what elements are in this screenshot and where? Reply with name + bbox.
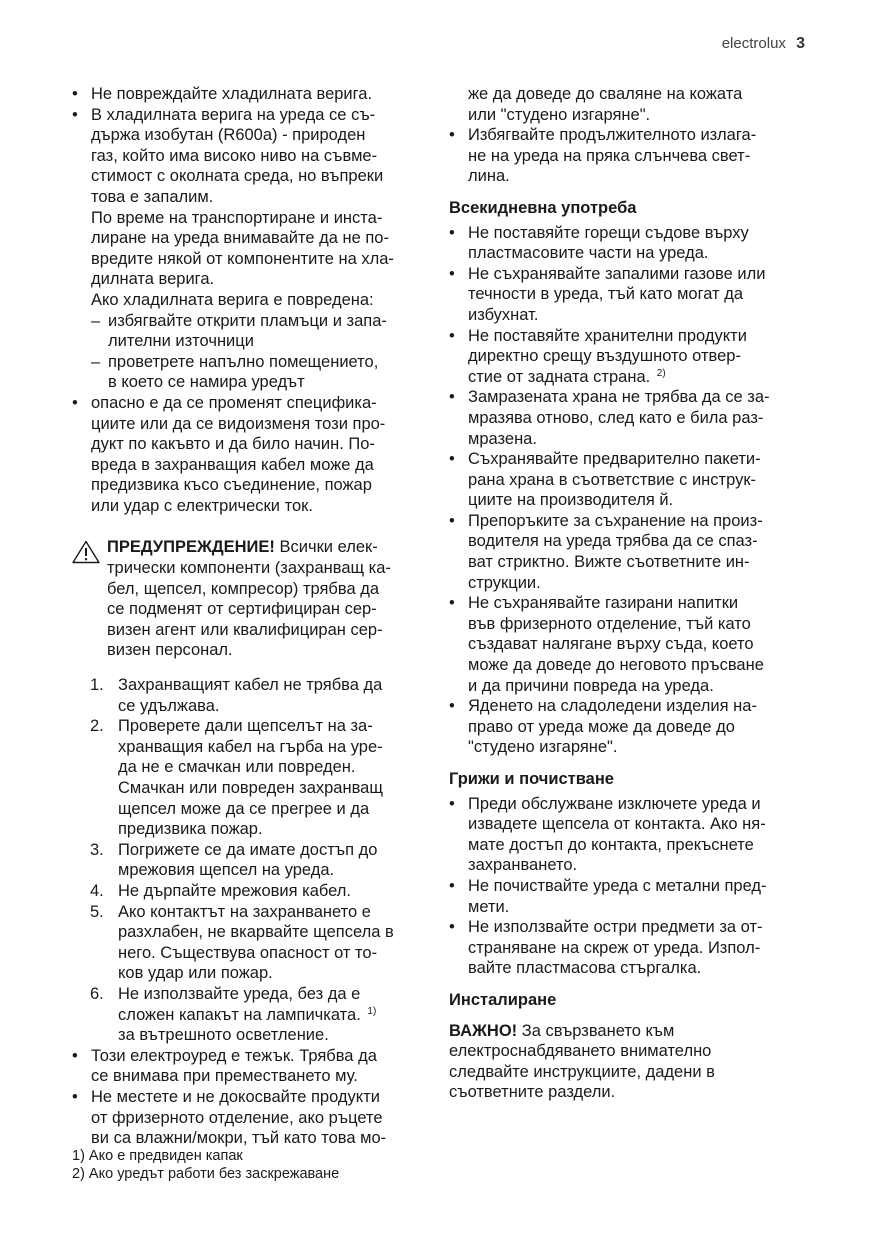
- list-item: [449, 223, 809, 264]
- dash: –: [91, 311, 101, 330]
- section-heading: Инсталиране: [449, 990, 557, 1009]
- footnotes: [72, 1147, 339, 1183]
- item-text: Не поставяйте горещи съдове върху пластмасовите части на уреда.: [468, 223, 749, 263]
- sub-list-item: [91, 352, 428, 393]
- list-item: [449, 264, 809, 326]
- page-number: 3: [796, 35, 805, 52]
- bullet: •: [72, 105, 78, 124]
- list-item: [449, 125, 809, 187]
- section-heading: Грижи и почистване: [449, 770, 614, 788]
- bullet: •: [72, 1087, 78, 1106]
- warning-body: Всички елек- трически компоненти (захранващ ка- бел, щепсел, компресор) трябва да се подменят от сертифициран сер- визен агент или квалифициран сер- визен персонал.: [107, 538, 391, 660]
- bullet: •: [449, 697, 455, 716]
- list-item: [72, 105, 428, 208]
- bullet: •: [72, 1046, 78, 1065]
- bullet: •: [72, 393, 78, 412]
- section-heading: Всекидневна употреба: [449, 198, 637, 217]
- list-item: [449, 593, 809, 696]
- item-text: Замразената храна не трябва да се за- мразява отново, след като е била раз- мразена.: [468, 388, 770, 448]
- bullet: •: [449, 223, 455, 242]
- item-text: Не местете и не докосвайте продукти от фризерното отделение, ако ръцете ви са влажни/мокри, тъй като това мо-: [91, 1087, 387, 1148]
- number: 3.: [90, 840, 104, 859]
- list-item: [449, 696, 809, 758]
- number: 1.: [90, 676, 104, 695]
- item-text: Ако контактът на захранването е разхлабен, не вкарвайте щепсела в него. Съществува опасност от то- ков удар или пожар.: [118, 902, 394, 983]
- list-item: [449, 511, 809, 593]
- bullet: •: [449, 388, 455, 407]
- item-text: Не съхранявайте газирани напитки във фризерното отделение, тъй като създават налягане върху съда, което може да доведе до неговото пръсване и да причини повреда на уреда.: [468, 594, 764, 695]
- item-text: Не съхранявайте запалими газове или течности в уреда, тъй като могат да избухнат.: [468, 264, 766, 324]
- item-text-part: за вътрешното осветление.: [118, 1026, 329, 1045]
- numbered-item: [90, 716, 428, 840]
- item-text: Не дърпайте мрежовия кабел.: [118, 881, 351, 900]
- warning-text: [107, 537, 428, 661]
- item-text: Избягвайте продължителното излага- не на уреда на пряка слънчева свет- лина.: [468, 126, 757, 186]
- list-item: [72, 84, 428, 105]
- bullet: •: [449, 594, 455, 613]
- bullet: •: [449, 326, 455, 345]
- right-column: [449, 84, 809, 1103]
- item-text: Не почиствайте уреда с метални пред- мети.: [468, 876, 767, 916]
- item-text: В хладилната верига на уреда се съ- държа изобутан (R600a) - природен газ, който има високо ниво на съвме- стимост с околната среда, но въпреки това е запалим.: [91, 105, 384, 206]
- warning-label: ПРЕДУПРЕЖДЕНИЕ!: [107, 538, 275, 557]
- item-text: Препоръките за съхранение на произ- водителя на уреда трябва да се спаз- ват стриктно. Вижте съответните ин- струкции.: [468, 511, 763, 592]
- bullet: •: [72, 85, 78, 103]
- warning-triangle-icon: [72, 537, 107, 661]
- numbered-item: [90, 984, 428, 1046]
- item-text: опасно е да се променят специфика- циите или да се видоизменя този про- дукт по какъвто и да било начин. По- вреда в захранващия кабел може да предизвика късо съединение, пожар или удар с електрически ток.: [91, 393, 386, 515]
- footnote-2: 2) Ако уредът работи без заскрежаване: [72, 1166, 340, 1182]
- warning-block: [72, 537, 428, 661]
- numbered-item: [90, 881, 428, 902]
- item-text-part: Не използвайте уреда, без да е сложен капакът на лампичката.: [118, 984, 361, 1024]
- paragraph: По време на транспортиране и инста- лиране на уреда внимавайте да не по- вредите някой от компонентите на хла- дилната верига.: [91, 208, 394, 289]
- list-item: [449, 876, 809, 917]
- numbered-item: [90, 675, 428, 716]
- item-text: Погрижете се да имате достъп до мрежовия щепсел на уреда.: [118, 840, 378, 880]
- left-column: [72, 84, 428, 1149]
- item-text-part: Не поставяйте хранителни продукти директно срещу въздушното отвер- стие от задната страна.: [468, 326, 747, 386]
- item-text: [468, 326, 809, 388]
- bullet: •: [449, 876, 455, 895]
- important-label: ВАЖНО!: [449, 1021, 518, 1040]
- important-text: За свързването към електроснабдяването внимателно следвайте инструкциите, дадени в съответните раздели.: [449, 1021, 715, 1102]
- numbered-item: [90, 840, 428, 881]
- footnote-ref: 1): [367, 1005, 377, 1017]
- list-item: [449, 917, 809, 979]
- bullet: •: [449, 450, 455, 469]
- continued-text: же да доведе до сваляне на кожата или "студено изгаряне".: [468, 85, 743, 124]
- important-note: [449, 1021, 809, 1103]
- bullet: •: [449, 794, 455, 813]
- list-item: [72, 1087, 428, 1149]
- item-text: Не използвайте остри предмети за от- страняване на скреж от уреда. Изпол- вайте пластмасова стъргалка.: [468, 918, 763, 978]
- dash: –: [91, 352, 101, 371]
- number: 2.: [90, 717, 104, 736]
- item-text: избягвайте открити пламъци и запа- лителни източници: [108, 311, 387, 351]
- footnote-ref: 2): [656, 367, 666, 379]
- bullet: •: [449, 126, 455, 145]
- list-item: [449, 387, 809, 449]
- bullet: •: [449, 264, 455, 283]
- item-text: Не повреждайте хладилната верига.: [91, 85, 373, 103]
- paragraph: Ако хладилната верига е повредена:: [91, 290, 374, 309]
- item-text: [118, 984, 428, 1046]
- list-item: [449, 794, 809, 876]
- item-text: проветрете напълно помещението, в което се намира уредът: [108, 352, 379, 392]
- page-header: [722, 34, 805, 55]
- footnote-1: 1) Ако е предвиден капак: [72, 1148, 243, 1164]
- item-text: Преди обслужване изключете уреда и извадете щепсела от контакта. Ако ня- мате достъп до контакта, прекъснете захранването.: [468, 794, 766, 875]
- list-item: [72, 393, 428, 517]
- item-text: Яденето на сладоледени изделия на- право от уреда може да доведе до "студено изгаряне".: [468, 697, 757, 757]
- list-item: [449, 449, 809, 511]
- list-item: [72, 1046, 428, 1087]
- list-item: [449, 326, 809, 388]
- item-text: Този електроуред е тежък. Трябва да се внимава при преместването му.: [91, 1046, 377, 1086]
- sub-list-item: [91, 311, 428, 352]
- number: 4.: [90, 881, 104, 900]
- number: 5.: [90, 902, 104, 921]
- item-text: Съхранявайте предварително пакети- рана храна в съответствие с инструк- циите на производителя й.: [468, 450, 761, 510]
- bullet: •: [449, 918, 455, 937]
- numbered-item: [90, 902, 428, 984]
- item-text: Проверете дали щепселът на за- хранващия кабел на гърба на уре- да не е смачкан или повреден. Смачкан или повреден захранващ щепсел може да се прегрее и да предизвика пожар.: [118, 717, 383, 839]
- bullet: •: [449, 511, 455, 530]
- item-text: Захранващият кабел не трябва да се удължава.: [118, 676, 383, 715]
- number: 6.: [90, 984, 104, 1003]
- brand-name: electrolux: [721, 35, 786, 52]
